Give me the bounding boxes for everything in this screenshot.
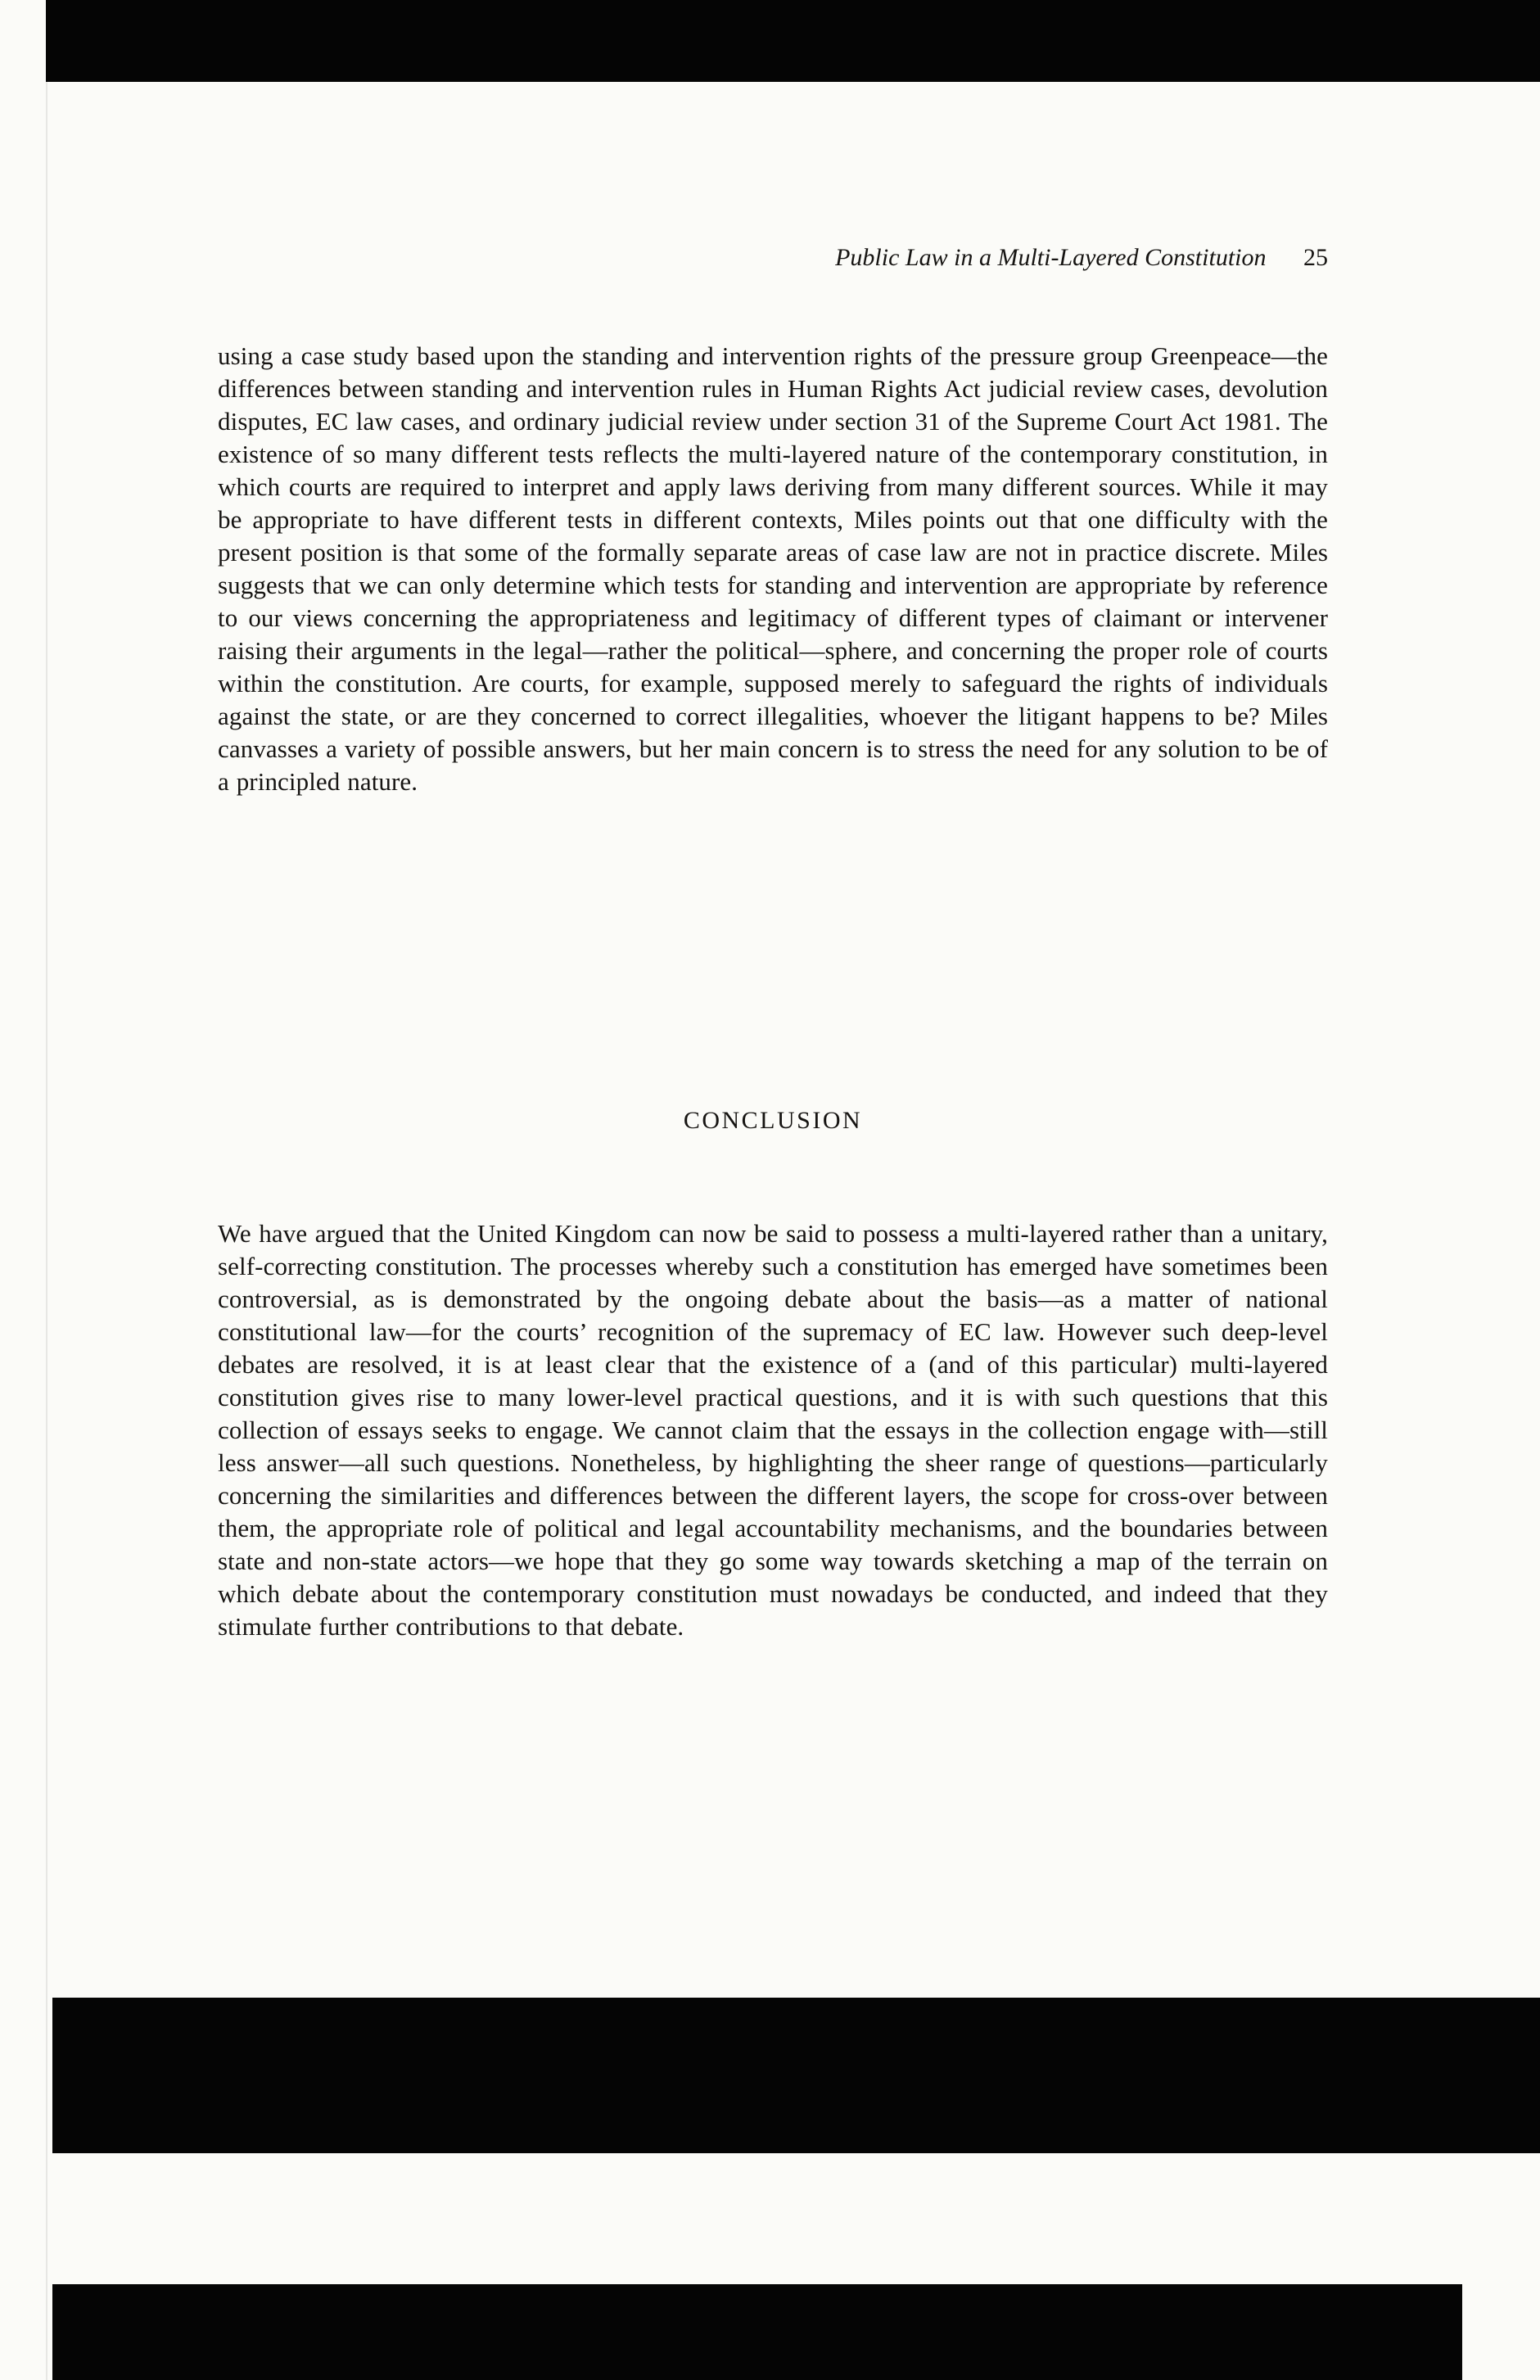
scan-black-band-bottom-2 [52,2284,1462,2380]
body-paragraph-1: using a case study based upon the standing and intervention rights of the pressure group Greenpeace—the differences between standing and intervention rules in Human Rights Act judicial review cases, devolution disputes, EC law cases, and ordinary judicial review under section 31 of the Supreme Court Act 1981. The existence of so many different tests reflects the multi-layered nature of the contemporary constitution, in which courts are required to interpret and apply laws deriving from many different sources. While it may be appropriate to have different tests in different contexts, Miles points out that one difficulty with the present position is that some of the formally separate areas of case law are not in practice discrete. Miles suggests that we can only determine which tests for standing and intervention are appropriate by reference to our views concerning the appropriateness and legitimacy of different types of claimant or intervener raising their arguments in the legal—rather the political—sphere, and concerning the proper role of courts within the constitution. Are courts, for example, supposed merely to safeguard the rights of individuals against the state, or are they concerned to correct illegalities, whoever the litigant happens to be? Miles canvasses a variety of possible answers, but her main concern is to stress the need for any solution to be of a principled nature. [218,341,1328,796]
page-left-edge-shadow [46,82,47,2380]
page-number: 25 [1303,244,1328,271]
section-heading-conclusion: CONCLUSION [683,1107,863,1134]
scan-black-band-top [46,0,1540,82]
scan-black-band-bottom-1 [52,1998,1540,2153]
body-paragraph-2: We have argued that the United Kingdom can now be said to possess a multi-layered rather than a unitary, self-correcting constitution. The processes whereby such a constitution has emerged have sometimes been controversial, as is demonstrated by the ongoing debate about the basis—as a matter of national constitutional law—for the courts’ recognition of the supremacy of EC law. However such deep-level debates are resolved, it is at least clear that the existence of a (and of this particular) multi-layered constitution gives rise to many lower-level practical questions, and it is with such questions that this collection of essays seeks to engage. We cannot claim that the essays in the collection engage with—still less answer—all such questions. Nonetheless, by highlighting the sheer range of questions—particularly concerning the similarities and differences between the different layers, the scope for cross-over between them, the appropriate role of political and legal accountability mechanisms, and the boundaries between state and non-state actors—we hope that they go some way towards sketching a map of the terrain on which debate about the contemporary constitution must nowadays be conducted, and indeed that they stimulate further contributions to that debate. [218,1219,1328,1641]
running-head-title: Public Law in a Multi-Layered Constitution [835,244,1267,271]
running-head [218,242,1328,273]
